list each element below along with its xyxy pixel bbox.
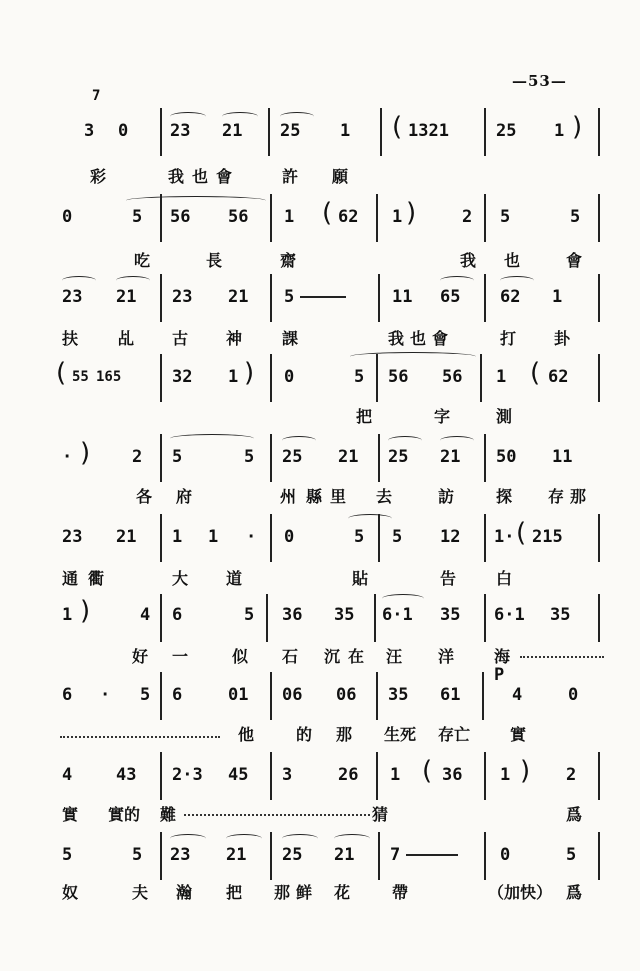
- extension-dash: [406, 854, 458, 856]
- note: 165: [96, 369, 122, 385]
- lyric: 爲: [566, 883, 583, 902]
- slur: [440, 276, 474, 285]
- open-paren: (: [422, 756, 433, 786]
- note: 4: [62, 765, 73, 785]
- slur: [170, 434, 254, 443]
- lyric: 帶: [392, 883, 409, 902]
- slur: [226, 834, 262, 843]
- note: ·: [246, 527, 257, 547]
- note: 23: [62, 287, 83, 307]
- lyric: 齋: [280, 251, 297, 270]
- note: 50: [496, 447, 517, 467]
- slur: [334, 834, 370, 843]
- lyric: 探: [496, 487, 513, 506]
- note: 5: [244, 605, 255, 625]
- barline: [484, 194, 486, 242]
- note: 2: [132, 447, 143, 467]
- lyric: 府: [176, 487, 193, 506]
- lyric: 奴: [62, 883, 79, 902]
- barline: [378, 514, 380, 562]
- slur: [62, 276, 96, 285]
- note: 0: [284, 527, 295, 547]
- barline: [598, 514, 600, 562]
- barline: [160, 354, 162, 402]
- close-paren: ): [572, 112, 583, 142]
- barline: [376, 194, 378, 242]
- barline: [378, 434, 380, 482]
- note: 25: [388, 447, 409, 467]
- lyric: 課: [282, 329, 299, 348]
- barline: [484, 514, 486, 562]
- note: 3: [282, 765, 293, 785]
- barline: [378, 274, 380, 322]
- lyric: 乩: [118, 329, 135, 348]
- note: 12: [440, 527, 461, 547]
- lyric: 神: [226, 329, 243, 348]
- lyric: 字: [434, 407, 451, 426]
- note: 21: [226, 845, 247, 865]
- note: 21: [338, 447, 359, 467]
- lyric: 一: [172, 647, 189, 666]
- note: 32: [172, 367, 193, 387]
- barline: [598, 194, 600, 242]
- barline: [484, 434, 486, 482]
- lyric: 那: [274, 883, 291, 902]
- note: 0: [500, 845, 511, 865]
- note: 6: [172, 605, 183, 625]
- note: 45: [228, 765, 249, 785]
- note: 5: [62, 845, 73, 865]
- grace-note: 7: [92, 88, 101, 104]
- slur: [500, 276, 534, 285]
- note: 5: [566, 845, 577, 865]
- lyric: 花: [334, 883, 351, 902]
- barline: [270, 194, 272, 242]
- note: 43: [116, 765, 137, 785]
- extension-dash: [300, 296, 346, 298]
- lyric: 大: [172, 569, 189, 588]
- lyric: 許: [282, 167, 299, 186]
- slur: [350, 352, 476, 361]
- lyric: 縣: [306, 487, 323, 506]
- lyric: 我也會: [388, 329, 455, 348]
- note: 55: [72, 369, 89, 385]
- lyric: 州: [280, 487, 297, 506]
- note: 23: [170, 121, 191, 141]
- lyric: 卦: [554, 329, 571, 348]
- note: 23: [62, 527, 83, 547]
- slur: [388, 436, 422, 445]
- lyric: 似: [232, 647, 249, 666]
- note: 1: [228, 367, 239, 387]
- note: 215: [532, 527, 563, 547]
- lyric: 爲: [566, 805, 583, 824]
- note: 1: [172, 527, 183, 547]
- open-paren: (: [530, 358, 541, 388]
- barline: [484, 752, 486, 800]
- note: 4: [512, 685, 523, 705]
- barline: [270, 354, 272, 402]
- note: 62: [500, 287, 521, 307]
- note: 0: [284, 367, 295, 387]
- lyric: 生死: [384, 725, 417, 744]
- lyric: 測: [496, 407, 513, 426]
- barline: [376, 354, 378, 402]
- note: 5: [244, 447, 255, 467]
- slur: [282, 834, 318, 843]
- slur: [440, 436, 474, 445]
- barline: [160, 594, 162, 642]
- lyric: 打: [500, 329, 517, 348]
- note: 21: [222, 121, 243, 141]
- note: 1: [500, 765, 511, 785]
- note: 1: [62, 605, 73, 625]
- barline: [480, 354, 482, 402]
- note: 6: [62, 685, 73, 705]
- lyric: 在: [348, 647, 365, 666]
- lyric: 我也會: [168, 167, 241, 186]
- note: 25: [282, 845, 303, 865]
- note: 0: [118, 121, 129, 141]
- barline: [376, 672, 378, 720]
- barline: [378, 832, 380, 880]
- close-paren: ): [520, 756, 531, 786]
- dotted-extension: [60, 736, 220, 738]
- note: 0: [62, 207, 73, 227]
- slur: [126, 196, 266, 205]
- lyric: 貼: [352, 569, 369, 588]
- open-paren: (: [516, 518, 527, 548]
- dynamic-marking: P: [494, 665, 505, 685]
- lyric: 石: [282, 647, 299, 666]
- note: 36: [282, 605, 303, 625]
- close-paren: ): [80, 596, 91, 626]
- barline: [160, 434, 162, 482]
- lyric: 的: [296, 725, 313, 744]
- lyric: 汪: [386, 647, 403, 666]
- lyric: 實: [510, 725, 527, 744]
- note: 21: [116, 287, 137, 307]
- lyric: 沉: [324, 647, 341, 666]
- slur: [280, 112, 314, 121]
- note: 65: [440, 287, 461, 307]
- note: 25: [280, 121, 301, 141]
- note: 56: [170, 207, 191, 227]
- note: 5: [354, 367, 365, 387]
- note: 11: [552, 447, 573, 467]
- lyric: 通: [62, 569, 83, 588]
- note: 1: [340, 121, 351, 141]
- note: 2: [566, 765, 577, 785]
- note: 6·1: [494, 605, 525, 625]
- note: 23: [172, 287, 193, 307]
- slur: [222, 112, 258, 121]
- note: 23: [170, 845, 191, 865]
- note: 01: [228, 685, 249, 705]
- lyric: 海: [494, 647, 511, 666]
- note: ·: [100, 685, 111, 705]
- close-paren: ): [80, 438, 91, 468]
- note: 35: [388, 685, 409, 705]
- barline: [598, 832, 600, 880]
- close-paren: ): [244, 358, 255, 388]
- note: 2·3: [172, 765, 203, 785]
- barline: [160, 752, 162, 800]
- note: 35: [550, 605, 571, 625]
- barline: [160, 108, 162, 156]
- lyric: 去: [376, 487, 393, 506]
- lyric: 願: [332, 167, 349, 186]
- note: 6: [172, 685, 183, 705]
- note: 1: [390, 765, 401, 785]
- barline: [270, 274, 272, 322]
- note: 5: [284, 287, 295, 307]
- note: 62: [338, 207, 359, 227]
- barline: [376, 752, 378, 800]
- note: 35: [334, 605, 355, 625]
- dotted-extension: [520, 656, 604, 658]
- lyric: 道: [226, 569, 243, 588]
- lyric: 實的: [108, 805, 141, 824]
- barline: [598, 594, 600, 642]
- lyric: 好: [132, 647, 149, 666]
- slur: [170, 834, 206, 843]
- note: 21: [228, 287, 249, 307]
- note: 1: [552, 287, 563, 307]
- lyric: 古: [172, 329, 189, 348]
- note: 5: [132, 207, 143, 227]
- open-paren: (: [392, 112, 403, 142]
- lyric: 瀚: [176, 883, 193, 902]
- barline: [484, 832, 486, 880]
- lyric: 也: [504, 251, 521, 270]
- note: 1·: [494, 527, 515, 547]
- lyric: 吃: [134, 251, 151, 270]
- lyric: 里: [330, 487, 347, 506]
- note: 11: [392, 287, 413, 307]
- open-paren: (: [56, 358, 67, 388]
- barline: [270, 514, 272, 562]
- note: 25: [282, 447, 303, 467]
- barline: [270, 832, 272, 880]
- note: ·: [62, 447, 73, 467]
- note: 4: [140, 605, 151, 625]
- barline: [482, 672, 484, 720]
- note: 56: [388, 367, 409, 387]
- note: 5: [354, 527, 365, 547]
- slur: [348, 514, 392, 523]
- lyric: 夫: [132, 883, 149, 902]
- barline: [484, 108, 486, 156]
- barline: [270, 752, 272, 800]
- note: 1: [392, 207, 403, 227]
- barline: [598, 274, 600, 322]
- barline: [374, 594, 376, 642]
- lyric: 衢: [88, 569, 105, 588]
- barline: [266, 594, 268, 642]
- lyric: 扶: [62, 329, 79, 348]
- note: 06: [336, 685, 357, 705]
- page-number: —53—: [512, 72, 567, 90]
- lyric: 白: [496, 569, 513, 588]
- lyric: 長: [206, 251, 223, 270]
- note: 56: [228, 207, 249, 227]
- barline: [160, 672, 162, 720]
- barline: [380, 108, 382, 156]
- barline: [598, 354, 600, 402]
- lyric: 鲜: [296, 883, 313, 902]
- lyric: 那: [570, 487, 587, 506]
- note: 26: [338, 765, 359, 785]
- note: 21: [334, 845, 355, 865]
- lyric: 把: [226, 883, 243, 902]
- note: 21: [116, 527, 137, 547]
- note: 62: [548, 367, 569, 387]
- note: 5: [500, 207, 511, 227]
- note: 6·1: [382, 605, 413, 625]
- lyric: 訪: [438, 487, 455, 506]
- barline: [598, 108, 600, 156]
- barline: [268, 108, 270, 156]
- note: 5: [140, 685, 151, 705]
- note: 35: [440, 605, 461, 625]
- lyric: 把: [356, 407, 373, 426]
- slur: [116, 276, 150, 285]
- lyric: 各: [136, 487, 153, 506]
- note: 3: [84, 121, 95, 141]
- lyric: 猜: [372, 805, 389, 824]
- barline: [160, 832, 162, 880]
- lyric: 會: [566, 251, 583, 270]
- slur: [382, 594, 424, 603]
- lyric: 難: [160, 805, 177, 824]
- barline: [484, 274, 486, 322]
- note: 56: [442, 367, 463, 387]
- note: 5: [172, 447, 183, 467]
- note: 7: [390, 845, 401, 865]
- note: 1321: [408, 121, 449, 141]
- note: 5: [570, 207, 581, 227]
- note: 06: [282, 685, 303, 705]
- dotted-extension: [184, 814, 370, 816]
- barline: [270, 434, 272, 482]
- lyric: 告: [440, 569, 457, 588]
- slur: [282, 436, 316, 445]
- barline: [160, 514, 162, 562]
- note: 1: [208, 527, 219, 547]
- note: 1: [284, 207, 295, 227]
- note: 1: [554, 121, 565, 141]
- note: 5: [392, 527, 403, 547]
- barline: [270, 672, 272, 720]
- lyric: 彩: [90, 167, 107, 186]
- barline: [160, 274, 162, 322]
- lyric: 那: [336, 725, 353, 744]
- lyric: 存亡: [438, 725, 471, 744]
- close-paren: ): [406, 198, 417, 228]
- open-paren: (: [322, 198, 333, 228]
- note: 2: [462, 207, 473, 227]
- note: 36: [442, 765, 463, 785]
- note: 25: [496, 121, 517, 141]
- lyric: 他: [238, 725, 255, 744]
- note: 5: [132, 845, 143, 865]
- note: 21: [440, 447, 461, 467]
- barline: [484, 594, 486, 642]
- note: 1: [496, 367, 507, 387]
- lyric: 洋: [438, 647, 455, 666]
- lyric: 存: [548, 487, 565, 506]
- note: 0: [568, 685, 579, 705]
- note: 61: [440, 685, 461, 705]
- barline: [598, 752, 600, 800]
- lyric: 實: [62, 805, 79, 824]
- lyric: （加快）: [488, 883, 553, 902]
- lyric: 我: [460, 251, 477, 270]
- slur: [170, 112, 206, 121]
